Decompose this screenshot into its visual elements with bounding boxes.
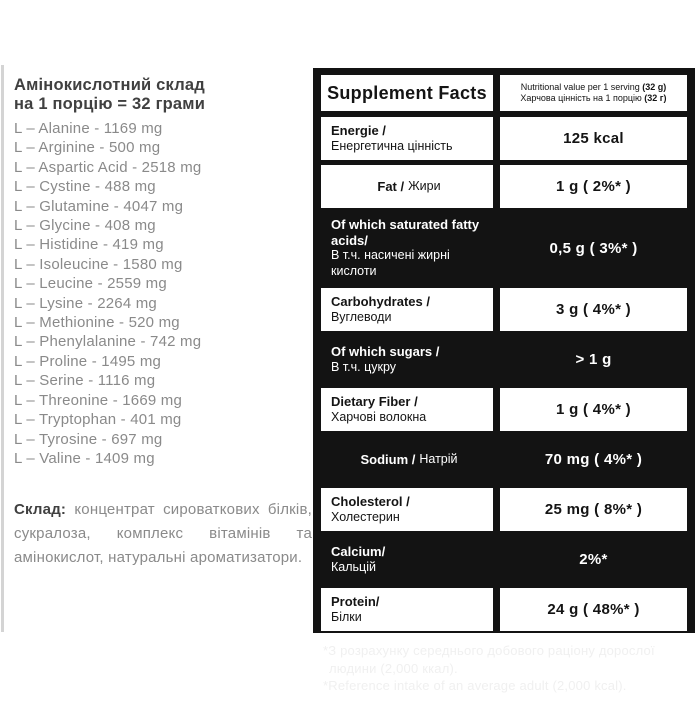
fact-label-en: Protein/ xyxy=(331,594,380,609)
fact-value: > 1 g xyxy=(575,351,612,368)
amino-acid-item: L – Glutamine - 4047 mg xyxy=(14,197,184,215)
fact-label xyxy=(321,436,493,483)
left-divider-line xyxy=(1,65,4,632)
amino-acid-item: L – Glycine - 408 mg xyxy=(14,217,156,235)
composition-paragraph xyxy=(14,498,312,570)
fact-label-uk: Холестерин xyxy=(331,509,400,524)
fact-value: 1 g ( 4%* ) xyxy=(500,388,687,431)
fact-row xyxy=(321,588,687,631)
fact-label xyxy=(321,536,493,583)
fact-value: 70 mg ( 4%* ) xyxy=(544,451,643,468)
amino-acid-item: L – Aspartic Acid - 2518 mg xyxy=(14,158,202,176)
fact-label-uk: Натрій xyxy=(419,451,458,466)
fact-label-en: Energie / xyxy=(331,123,386,138)
amino-acid-item: L – Arginine - 500 mg xyxy=(14,139,161,157)
fact-label xyxy=(321,213,493,283)
fact-row xyxy=(321,436,687,483)
fact-label xyxy=(321,388,493,431)
serving-line-en xyxy=(521,82,667,93)
fact-value: 24 g ( 48%* ) xyxy=(500,588,687,631)
footnote-en: *Reference intake of an average adult (2,000 kcal). xyxy=(323,678,627,693)
fact-row xyxy=(321,213,687,283)
fact-row xyxy=(321,336,687,383)
amino-acid-item: L – Serine - 1116 mg xyxy=(14,372,156,390)
serving-info xyxy=(500,75,687,111)
facts-rows xyxy=(321,117,687,636)
fact-label-en: Cholesterol / xyxy=(331,494,410,509)
fact-label-uk: Енергетична цінність xyxy=(331,138,453,153)
amino-acid-item: L – Threonine - 1669 mg xyxy=(14,391,183,409)
fact-value: 1 g ( 2%* ) xyxy=(500,165,687,208)
amino-acid-item: L – Cystine - 488 mg xyxy=(14,178,156,196)
fact-label-en: Calcium/ xyxy=(331,544,386,559)
fact-label-uk: В т.ч. насичені жирні кислоти xyxy=(331,248,450,278)
amino-acid-item: L – Valine - 1409 mg xyxy=(14,449,155,467)
amino-acid-item: L – Tyrosine - 697 mg xyxy=(14,430,163,448)
amino-acid-list xyxy=(14,119,312,468)
fact-row xyxy=(321,165,687,208)
fact-label-en: Dietary Fiber / xyxy=(331,394,418,409)
fact-label-uk: Харчові волокна xyxy=(331,409,427,424)
facts-header-row xyxy=(321,75,687,111)
fact-label-uk: Жири xyxy=(408,178,441,193)
amino-acid-item: L – Methionine - 520 mg xyxy=(14,314,180,332)
footnote-uk: *З розрахунку середнього добового раціону дорослої людини (2,000 ккал). xyxy=(323,643,655,676)
amino-title xyxy=(14,76,312,114)
fact-value: 0,5 g ( 3%* ) xyxy=(549,239,638,257)
fact-label-uk: Кальцій xyxy=(331,559,376,574)
amino-acid-item: L – Histidine - 419 mg xyxy=(14,236,164,254)
fact-label-en: Fat / xyxy=(377,178,405,194)
footnote xyxy=(321,636,687,705)
amino-composition-section xyxy=(14,76,312,570)
composition-text: концентрат сироваткових білків, сукралоза, комплекс вітамінів та амінокислот, натуральні ароматизатори. xyxy=(14,501,312,567)
fact-label-en: Sodium / xyxy=(360,451,416,467)
amino-acid-item: L – Lysine - 2264 mg xyxy=(14,294,157,312)
fact-label xyxy=(321,288,493,331)
fact-value: 2%* xyxy=(579,551,608,568)
serving-uk-text: Харчова цінність на 1 порцію xyxy=(520,93,645,103)
fact-label-en: Of which sugars / xyxy=(331,344,440,359)
serving-line-uk xyxy=(520,93,666,104)
fact-label-en: Carbohydrates / xyxy=(331,294,430,309)
fact-label-uk: В т.ч. цукру xyxy=(331,359,397,374)
serving-en-text: Nutritional value per 1 serving xyxy=(520,82,643,92)
fact-label xyxy=(321,165,493,208)
fact-value: 25 mg ( 8%* ) xyxy=(500,488,687,531)
fact-value: 3 g ( 4%* ) xyxy=(500,288,687,331)
amino-title-line1: Амінокислотний склад xyxy=(14,76,205,94)
serving-en-bold: (32 g) xyxy=(642,82,667,92)
fact-row xyxy=(321,388,687,431)
serving-uk-bold: (32 г) xyxy=(644,93,667,103)
fact-row xyxy=(321,488,687,531)
composition-label: Склад: xyxy=(14,501,67,519)
fact-row xyxy=(321,117,687,160)
fact-row xyxy=(321,288,687,331)
amino-acid-item: L – Alanine - 1169 mg xyxy=(14,120,163,137)
fact-label-uk: Білки xyxy=(331,609,362,624)
fact-row xyxy=(321,536,687,583)
amino-acid-item: L – Phenylalanine - 742 mg xyxy=(14,333,202,351)
fact-label xyxy=(321,117,493,160)
fact-label xyxy=(321,336,493,383)
facts-title: Supplement Facts xyxy=(321,75,493,111)
fact-label xyxy=(321,588,493,631)
amino-acid-item: L – Leucine - 2559 mg xyxy=(14,275,167,293)
fact-label-uk: Вуглеводи xyxy=(331,309,392,324)
amino-acid-item: L – Proline - 1495 mg xyxy=(14,352,162,370)
amino-acid-item: L – Isoleucine - 1580 mg xyxy=(14,255,183,273)
fact-label xyxy=(321,488,493,531)
fact-value: 125 kcal xyxy=(500,117,687,160)
supplement-facts-panel xyxy=(313,68,695,693)
fact-label-en: Of which saturated fatty acids/ xyxy=(331,217,480,248)
amino-title-line2: на 1 порцію = 32 грами xyxy=(14,95,206,113)
amino-acid-item: L – Tryptophan - 401 mg xyxy=(14,411,182,429)
